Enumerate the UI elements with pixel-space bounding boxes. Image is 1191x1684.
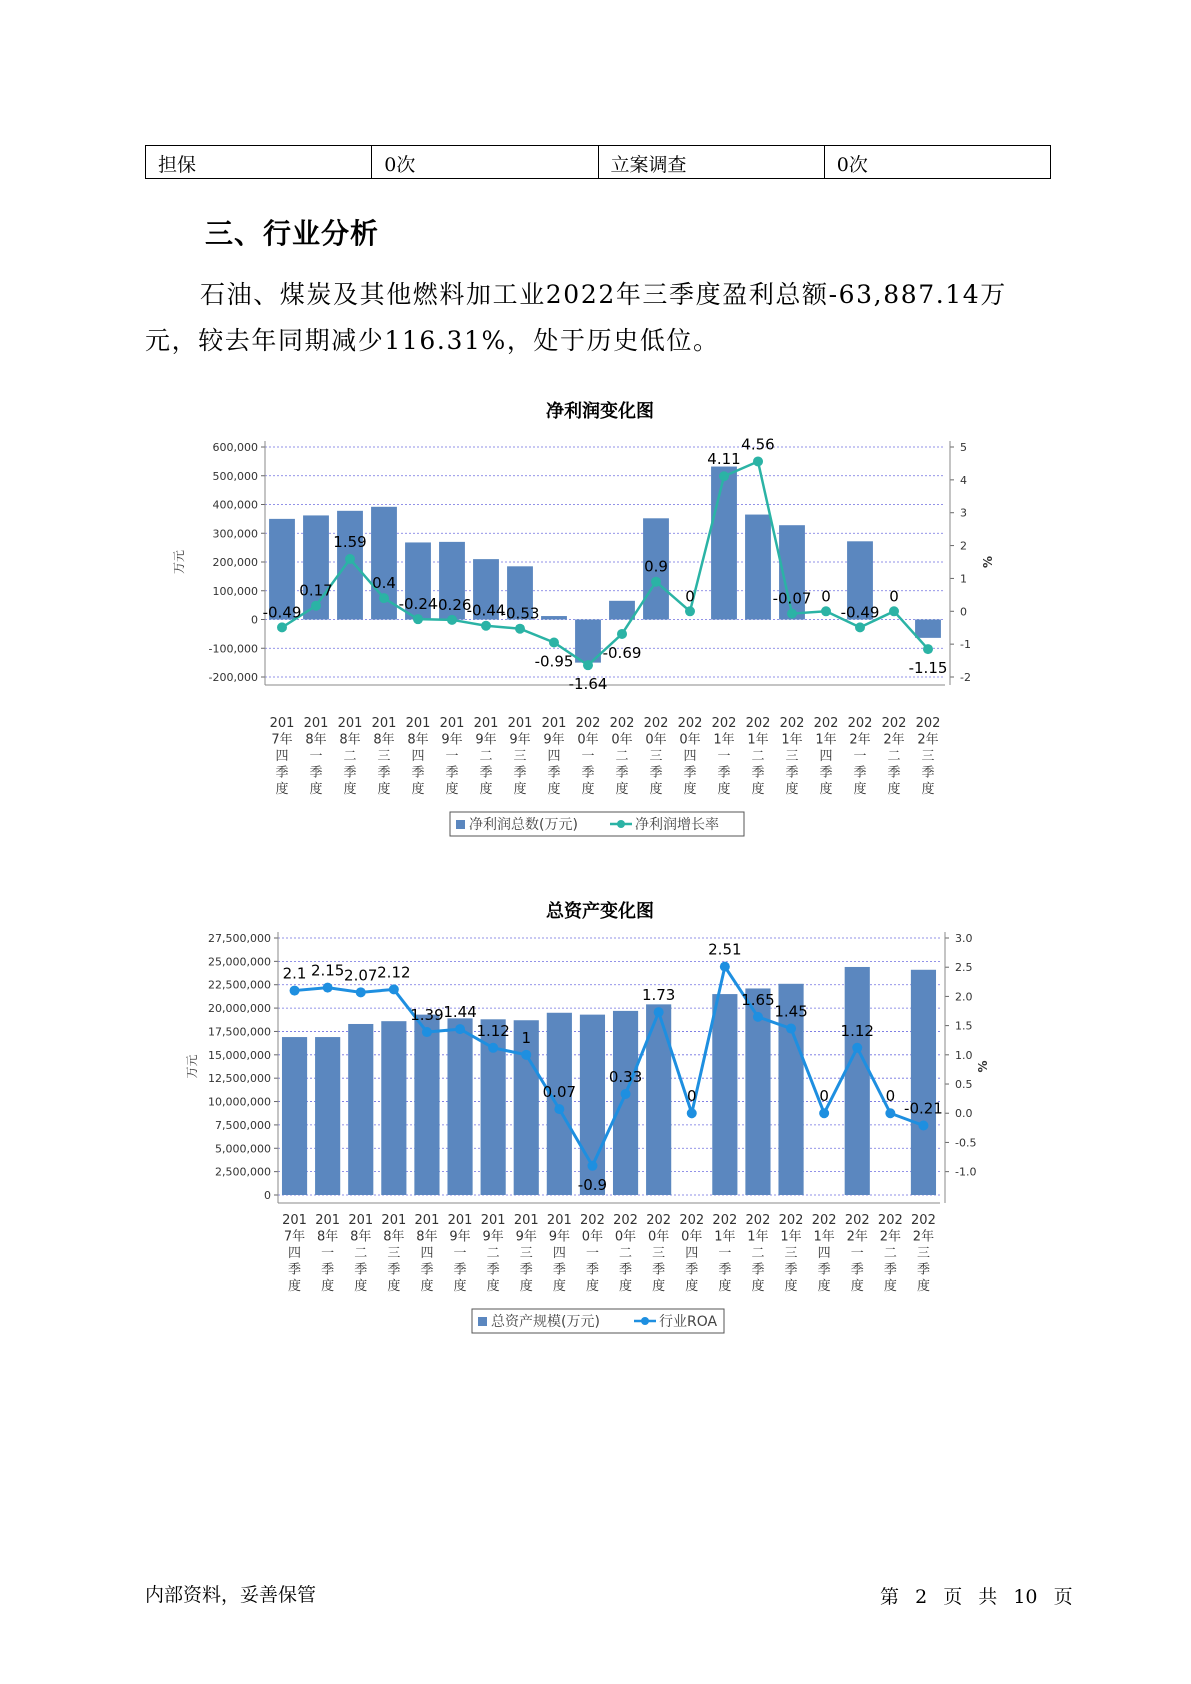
x-tick-label: 201 8年二季度 bbox=[348, 1213, 374, 1294]
bar bbox=[745, 515, 771, 620]
x-tick-label: 202 0年二季度 bbox=[613, 1213, 638, 1294]
y-tick-label: 600,000 bbox=[212, 441, 258, 454]
y2-tick-label: -0.5 bbox=[955, 1136, 977, 1150]
table-cell: 0次 bbox=[824, 146, 1050, 179]
x-tick-label: 201 8年一季度 bbox=[303, 716, 329, 797]
bar bbox=[609, 601, 635, 620]
legend-swatch-bar bbox=[456, 820, 465, 829]
x-tick-label: 201 9年四季度 bbox=[546, 1213, 572, 1294]
bar bbox=[541, 616, 567, 619]
legend-label: 行业ROA bbox=[659, 1314, 718, 1330]
line-point bbox=[323, 983, 333, 993]
bar bbox=[915, 620, 941, 638]
x-tick-label: 201 7年四季度 bbox=[269, 716, 295, 797]
x-tick-label: 201 8年三季度 bbox=[371, 716, 397, 797]
line-point bbox=[621, 1089, 631, 1099]
y-tick-label: 0 bbox=[264, 1189, 271, 1202]
x-tick-label: 202 1年一季度 bbox=[711, 716, 737, 797]
y2-tick-label: 5 bbox=[960, 441, 967, 454]
table-cell: 0次 bbox=[372, 146, 598, 179]
y-tick-label: 5,000,000 bbox=[215, 1142, 271, 1156]
x-tick-label: 201 9年二季度 bbox=[473, 716, 499, 797]
data-label: -0.24 bbox=[398, 595, 438, 614]
legend-label: 总资产规模(万元) bbox=[491, 1314, 600, 1330]
y-tick-label: 400,000 bbox=[212, 498, 258, 512]
bar bbox=[613, 1011, 638, 1195]
y-tick-label: 0 bbox=[251, 613, 258, 627]
x-tick-label: 201 9年三季度 bbox=[507, 716, 533, 797]
y2-tick-label: 4 bbox=[960, 473, 967, 487]
line-point bbox=[617, 629, 627, 639]
y-tick-label: 100,000 bbox=[212, 584, 258, 598]
bar bbox=[447, 1018, 472, 1195]
y-tick-label: 17,500,000 bbox=[208, 1025, 271, 1039]
data-label: -0.44 bbox=[466, 601, 506, 620]
y2-tick-label: -1 bbox=[960, 638, 971, 652]
data-label: -0.49 bbox=[262, 603, 302, 622]
y-tick-label: -100,000 bbox=[208, 642, 258, 656]
total-num: 10 bbox=[1013, 1586, 1038, 1608]
line-point bbox=[389, 984, 399, 994]
data-label: 1.39 bbox=[410, 1006, 444, 1025]
y2-tick-label: 1.0 bbox=[955, 1048, 973, 1062]
data-label: -0.21 bbox=[904, 1099, 943, 1118]
x-tick-label: 201 8年二季度 bbox=[337, 716, 363, 797]
x-tick-label: 201 8年一季度 bbox=[315, 1213, 341, 1294]
total-assets-chart bbox=[0, 930, 1191, 1350]
y-tick-label: 20,000,000 bbox=[208, 1002, 271, 1016]
bar bbox=[911, 970, 936, 1195]
total-unit: 页 bbox=[1053, 1586, 1073, 1608]
data-label: 0.17 bbox=[299, 581, 333, 600]
x-tick-label: 201 9年一季度 bbox=[447, 1213, 473, 1294]
data-label: 0 bbox=[686, 1087, 697, 1106]
y2-tick-label: -1.0 bbox=[955, 1165, 977, 1179]
bar bbox=[547, 1013, 572, 1195]
data-label: 2.07 bbox=[344, 966, 378, 985]
y-tick-label: 10,000,000 bbox=[208, 1095, 271, 1109]
x-tick-label: 202 2年二季度 bbox=[877, 1213, 903, 1294]
line-point bbox=[549, 638, 559, 648]
x-tick-label: 202 2年一季度 bbox=[847, 716, 873, 797]
x-tick-label: 201 8年三季度 bbox=[381, 1213, 407, 1294]
line-point bbox=[290, 986, 300, 996]
line-point bbox=[687, 1108, 697, 1118]
y2-tick-label: 0.5 bbox=[955, 1078, 973, 1092]
page-unit: 页 bbox=[943, 1586, 963, 1608]
data-label: 0.07 bbox=[542, 1083, 577, 1102]
x-tick-label: 202 0年二季度 bbox=[609, 716, 635, 797]
data-label: 0 bbox=[819, 1087, 829, 1106]
legend-label: 净利润总数(万元) bbox=[469, 817, 578, 833]
line-point bbox=[753, 1012, 763, 1022]
line-point bbox=[819, 1108, 829, 1118]
line-point bbox=[379, 593, 389, 603]
bar bbox=[381, 1021, 406, 1195]
legend-swatch-point bbox=[617, 820, 625, 828]
line-point bbox=[719, 471, 729, 481]
bar bbox=[348, 1024, 373, 1195]
x-tick-label: 202 1年二季度 bbox=[745, 716, 771, 797]
x-tick-label: 202 0年三季度 bbox=[646, 1213, 672, 1294]
data-label: 1.45 bbox=[774, 1002, 808, 1021]
legend-label: 净利润增长率 bbox=[635, 817, 719, 833]
data-label: -0.53 bbox=[500, 604, 540, 623]
y-tick-label: 25,000,000 bbox=[208, 955, 271, 969]
bar bbox=[337, 511, 363, 620]
line-point bbox=[515, 624, 525, 634]
data-label: 0.33 bbox=[608, 1067, 643, 1086]
data-label: 0 bbox=[889, 587, 899, 606]
line-point bbox=[277, 622, 287, 632]
y-tick-label: 22,500,000 bbox=[208, 978, 271, 992]
data-label: 0.9 bbox=[644, 557, 668, 576]
line-point bbox=[855, 622, 865, 632]
x-tick-label: 201 9年三季度 bbox=[513, 1213, 539, 1294]
data-label: -0.49 bbox=[840, 603, 880, 622]
x-tick-label: 201 8年四季度 bbox=[405, 716, 431, 797]
net-profit-chart bbox=[0, 430, 1191, 850]
info-table bbox=[145, 145, 1051, 179]
y2-tick-label: 1 bbox=[960, 572, 967, 586]
y-tick-label: 500,000 bbox=[212, 469, 258, 483]
y2-tick-label: 0.0 bbox=[955, 1107, 973, 1121]
x-tick-label: 202 2年一季度 bbox=[844, 1213, 870, 1294]
x-tick-label: 202 1年三季度 bbox=[779, 716, 805, 797]
line-point bbox=[481, 621, 491, 631]
line-point bbox=[918, 1120, 928, 1130]
y-tick-label: 300,000 bbox=[212, 527, 258, 541]
y-tick-label: 2,500,000 bbox=[215, 1165, 271, 1179]
page-num: 2 bbox=[915, 1586, 928, 1608]
x-tick-label: 201 9年一季度 bbox=[439, 716, 465, 797]
line-point bbox=[885, 1108, 895, 1118]
y-tick-label: 27,500,000 bbox=[208, 932, 271, 945]
x-tick-label: 202 1年四季度 bbox=[811, 1213, 837, 1294]
line-point bbox=[455, 1024, 465, 1034]
line-point bbox=[786, 1024, 796, 1034]
line-point bbox=[787, 609, 797, 619]
y-axis-title: 万元 bbox=[185, 1054, 199, 1079]
y2-axis-title: % bbox=[976, 1060, 990, 1073]
data-label: -0.95 bbox=[534, 652, 574, 671]
line-point bbox=[654, 1007, 664, 1017]
x-tick-label: 201 9年四季度 bbox=[541, 716, 567, 797]
bar bbox=[711, 467, 737, 620]
x-tick-label: 202 2年三季度 bbox=[915, 716, 941, 797]
bar bbox=[845, 967, 870, 1195]
total-label: 共 bbox=[978, 1586, 998, 1608]
data-label: 1.59 bbox=[333, 533, 367, 552]
line-point bbox=[821, 606, 831, 616]
x-tick-label: 202 0年一季度 bbox=[580, 1213, 605, 1294]
line-point bbox=[889, 606, 899, 616]
line-point bbox=[311, 601, 321, 611]
x-tick-label: 202 2年三季度 bbox=[911, 1213, 936, 1294]
line-point bbox=[447, 615, 457, 625]
data-label: -0.69 bbox=[602, 643, 642, 662]
y-tick-label: 200,000 bbox=[212, 556, 258, 569]
data-label: 4.56 bbox=[741, 435, 775, 454]
chart-title-total-assets: 总资产变化图 bbox=[546, 901, 654, 922]
y2-tick-label: 3.0 bbox=[955, 932, 973, 945]
y2-axis-title: % bbox=[981, 555, 995, 569]
data-label: 0.4 bbox=[372, 574, 396, 593]
data-label: 0 bbox=[821, 587, 831, 606]
line-point bbox=[587, 1161, 597, 1171]
data-label: 4.11 bbox=[707, 450, 741, 469]
line-point bbox=[923, 644, 933, 654]
data-label: 0 bbox=[885, 1087, 896, 1106]
data-label: 1.73 bbox=[641, 986, 676, 1005]
legend-swatch-bar bbox=[478, 1317, 487, 1326]
line-point bbox=[583, 660, 593, 670]
line-point bbox=[413, 614, 423, 624]
line-point bbox=[852, 1043, 862, 1053]
x-tick-label: 201 8年四季度 bbox=[414, 1213, 440, 1294]
y2-tick-label: 3 bbox=[960, 506, 967, 520]
x-tick-label: 201 9年二季度 bbox=[480, 1213, 506, 1294]
data-label: 2.15 bbox=[310, 961, 345, 980]
data-label: -0.07 bbox=[772, 589, 812, 608]
line-point bbox=[753, 456, 763, 466]
line-point bbox=[651, 577, 661, 587]
footer-page-number bbox=[880, 1582, 1079, 1609]
data-label: 2.12 bbox=[377, 963, 411, 982]
line-point bbox=[356, 987, 366, 997]
page-label: 第 bbox=[880, 1586, 900, 1608]
data-label: 1 bbox=[521, 1028, 532, 1047]
data-label: -1.15 bbox=[908, 659, 948, 678]
x-tick-label: 201 7年四季度 bbox=[282, 1213, 307, 1294]
x-tick-label: 202 1年二季度 bbox=[745, 1213, 771, 1294]
x-tick-label: 202 0年一季度 bbox=[575, 716, 601, 797]
x-tick-label: 202 0年三季度 bbox=[643, 716, 669, 797]
table-cell: 担保 bbox=[146, 146, 372, 179]
data-label: 2.1 bbox=[282, 964, 307, 983]
bar bbox=[414, 1015, 439, 1195]
line-point bbox=[554, 1104, 564, 1114]
data-label: 1.12 bbox=[840, 1021, 874, 1040]
line-point bbox=[521, 1050, 531, 1060]
table-row bbox=[146, 146, 1051, 179]
y-axis-title: 万元 bbox=[172, 549, 186, 575]
data-label: 0 bbox=[685, 587, 695, 606]
y-tick-label: 12,500,000 bbox=[208, 1072, 271, 1086]
line-point bbox=[345, 554, 355, 564]
footer-confidential: 内部资料，妥善保管 bbox=[145, 1584, 317, 1606]
y2-tick-label: 0 bbox=[960, 605, 967, 619]
data-label: 1.65 bbox=[741, 990, 775, 1009]
data-label: 1.44 bbox=[443, 1003, 477, 1022]
line-point bbox=[422, 1027, 432, 1037]
y2-tick-label: 2.5 bbox=[955, 961, 973, 975]
x-tick-label: 202 2年二季度 bbox=[881, 716, 907, 797]
table-cell: 立案调查 bbox=[598, 146, 824, 179]
chart-title-net-profit: 净利润变化图 bbox=[546, 401, 654, 422]
bar bbox=[282, 1037, 307, 1195]
section-title: 三、行业分析 bbox=[205, 217, 380, 250]
y2-tick-label: 2 bbox=[960, 539, 967, 553]
x-tick-label: 202 1年一季度 bbox=[712, 1213, 738, 1294]
x-tick-label: 202 0年四季度 bbox=[677, 716, 703, 797]
y2-tick-label: -2 bbox=[960, 671, 971, 684]
legend bbox=[472, 1309, 724, 1333]
data-label: -1.64 bbox=[568, 675, 608, 694]
line-point bbox=[685, 606, 695, 616]
y-tick-label: -200,000 bbox=[208, 671, 258, 684]
data-label: -0.9 bbox=[577, 1175, 608, 1194]
x-tick-label: 202 1年三季度 bbox=[778, 1213, 804, 1294]
legend bbox=[450, 812, 744, 836]
y2-tick-label: 1.5 bbox=[955, 1019, 973, 1033]
x-tick-label: 202 0年四季度 bbox=[679, 1213, 705, 1294]
section-paragraph: 石油、煤炭及其他燃料加工业2022年三季度盈利总额-63,887.14万元，较去年同期减少116.31%，处于历史低位。 bbox=[145, 280, 1007, 355]
data-label: -0.26 bbox=[432, 595, 472, 614]
line-point bbox=[488, 1043, 498, 1053]
legend-swatch-point bbox=[641, 1317, 649, 1325]
data-label: 2.51 bbox=[708, 940, 742, 959]
data-label: 1.12 bbox=[476, 1021, 510, 1040]
y-tick-label: 7,500,000 bbox=[215, 1118, 271, 1132]
y-tick-label: 15,000,000 bbox=[208, 1048, 271, 1062]
bar bbox=[712, 994, 737, 1195]
x-tick-label: 202 1年四季度 bbox=[813, 716, 839, 797]
line-point bbox=[720, 962, 730, 972]
bar bbox=[315, 1037, 340, 1195]
y2-tick-label: 2.0 bbox=[955, 990, 973, 1004]
